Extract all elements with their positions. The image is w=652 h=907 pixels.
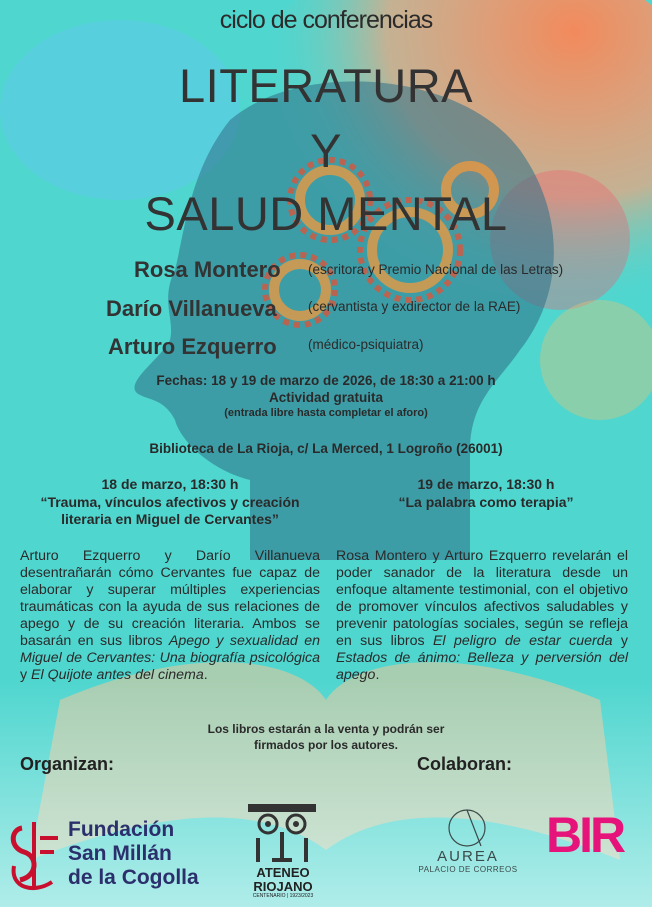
ateneo-logo [244,800,320,866]
title-line-1: LITERATURA [179,59,473,112]
speaker-role-villanueva: (cervantista y exdirector de la RAE) [308,299,521,314]
ateneo-logo-text [238,866,328,899]
session-1-title-line-2: literaria en Miguel de Cervantes” [61,511,279,527]
ateneo-line-2: RIOJANO [253,878,313,894]
ateneo-emblem-icon [244,800,320,866]
fundacion-line-3: de la Cogolla [68,866,199,890]
fundacion-logo-text [68,818,199,890]
session-2-book-2: Estados de ánimo: Belleza y perversión del apego [336,650,628,684]
speaker-role-montero: (escritora y Premio Nacional de las Letras) [308,262,564,277]
fundacion-line-1: Fundación [68,818,175,841]
session-1-book-2: El Quijote antes del cinema [31,667,204,684]
session-2-date: 19 de marzo, 18:30 h [417,476,555,492]
fundacion-line-2: San Millán [68,842,172,866]
aurea-emblem-icon [445,806,489,850]
venue: Biblioteca de La Rioja, c/ La Merced, 1 Logroño (26001) [149,441,503,456]
fundacion-monogram-icon [4,818,62,898]
session-1-book-1: Apego y sexualidad en Miguel de Cervantes: Una biografía psicológica [20,633,320,667]
ateneo-line-1: ATENEO [256,865,310,880]
session-2-text-1: Rosa Montero y Arturo Ezquerro revelarán el poder sanador de la literatura desde un enfoque altamente testimonial, con el objetivo de promover vínculos afectivos saludables y prevenir patologías sociales, según se refleja en sus libros [336,548,628,650]
session-1-text-2: y [20,667,32,684]
session-2-text-3: . [375,667,380,684]
aurea-line-1: AUREA [437,848,499,865]
speaker-name-montero: Rosa Montero [134,257,281,282]
fundacion-monogram-logo [4,818,62,898]
speaker-name-villanueva: Darío Villanueva [106,296,277,321]
session-1-description [20,548,320,684]
books-note-line-2: firmados por los autores. [253,738,399,752]
event-dates: Fechas: 18 y 19 de marzo de 2026, de 18:30 a 21:00 h [156,373,496,388]
aurea-logo-text [404,848,532,874]
session-1-text-1: Arturo Ezquerro y Darío Villanueva desentrañarán cómo Cervantes fue capaz de elaborar y superar múltiples experiencias traumáticas con la ayuda de sus relaciones de apego y de su creación literaria. Ambos se basarán en sus libros [20,548,320,650]
speaker-name-ezquerro: Arturo Ezquerro [108,334,277,359]
title-line-2: Y [310,124,342,177]
session-1-date: 18 de marzo, 18:30 h [101,476,239,492]
speaker-role-ezquerro: (médico-psiquiatra) [308,337,424,352]
session-1-heading [14,476,326,529]
session-2-description [336,548,628,684]
session-2-book-1: El peligro de estar cuerda [432,633,613,650]
session-2-text-2: y [612,633,628,650]
free-activity: Actividad gratuita [268,390,384,405]
aurea-line-2: PALACIO DE CORREOS [418,865,518,874]
collaborators-label: Colaboran: [417,754,513,774]
books-note-line-1: Los libros estarán a la venta y podrán ser [207,722,445,736]
session-2-heading [336,476,636,511]
session-1-text-3: . [203,667,208,684]
organizers-label: Organizan: [20,754,115,774]
series-label: ciclo de conferencias [219,6,433,34]
title-line-3: SALUD MENTAL [144,187,508,240]
entry-note: (entrada libre hasta completar el aforo) [224,407,428,419]
ateneo-line-3: CENTENARIO | 1923/2023 [252,893,314,900]
session-1-title-line-1: “Trauma, vínculos afectivos y creación [40,493,300,510]
bir-logo: BIR [546,807,624,863]
session-2-title: “La palabra como terapia” [398,493,574,510]
aurea-logo [445,806,489,850]
